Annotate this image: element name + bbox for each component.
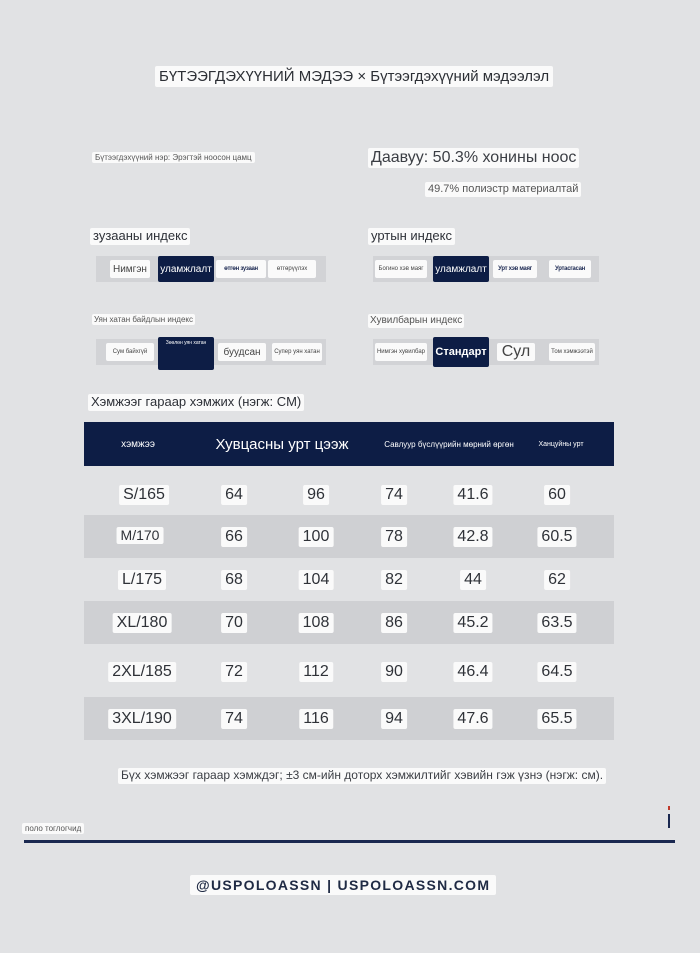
fit-option-slim: Нимгэн хувилбар (375, 343, 427, 361)
fit-option-standard-selected: Стандарт (433, 337, 489, 367)
size-cell: 3XL/190 (108, 709, 176, 729)
fit-index-scale (373, 339, 599, 365)
hem-cell: 90 (381, 662, 407, 682)
thickness-index-scale (96, 256, 326, 282)
thickness-option-traditional-selected: уламжлалт (158, 256, 214, 282)
chest-cell: 104 (299, 570, 334, 590)
size-cell: S/165 (119, 485, 169, 505)
thickness-option-thin: Нимгэн (110, 260, 150, 278)
thickness-option-extra-thick: өтгөрүүлэх (268, 260, 316, 278)
page-title: БҮТЭЭГДЭХҮҮНИЙ МЭДЭЭ × Бүтээгдэхүүний мэдээлэл (155, 66, 553, 87)
length-option-extended: Уртасгасан (549, 260, 591, 278)
hem-cell: 74 (381, 485, 407, 505)
chest-cell: 96 (303, 485, 329, 505)
footer-divider (24, 840, 675, 843)
brand-tagline: поло тоглогчид (22, 823, 84, 834)
shoulder-cell: 46.4 (453, 662, 492, 682)
brand-accent-icon (668, 806, 670, 828)
table-row (84, 601, 614, 644)
length-cell: 68 (221, 570, 247, 590)
header-length-chest: Хувцасны урт цээж (215, 435, 349, 453)
shoulder-cell: 45.2 (453, 613, 492, 633)
softness-option-super-soft: Супер уян хатан (272, 343, 322, 361)
shoulder-cell: 47.6 (453, 709, 492, 729)
fit-option-oversized: Том хэмжээтэй (549, 343, 595, 361)
length-option-traditional-selected: уламжлалт (433, 256, 489, 282)
fabric-composition-wool: Даавуу: 50.3% хонины ноос (368, 148, 579, 168)
length-index-scale (373, 256, 599, 282)
softness-index-title: Уян хатан байдлын индекс (94, 315, 194, 324)
size-table-caption: Хэмжээг гараар хэмжих (нэгж: CM) (88, 394, 304, 411)
softness-option-shot: буудсан (218, 343, 266, 361)
sleeve-cell: 60 (544, 485, 570, 505)
shoulder-cell: 41.6 (453, 485, 492, 505)
length-cell: 72 (221, 662, 247, 682)
accent-navy-mark (668, 814, 670, 828)
softness-index-scale (96, 339, 326, 365)
sleeve-cell: 65.5 (537, 709, 576, 729)
shoulder-cell: 44 (460, 570, 486, 590)
accent-red-mark (668, 806, 670, 810)
thickness-option-thick: өтгөн зузаан (216, 260, 266, 278)
length-cell: 74 (221, 709, 247, 729)
size-cell: M/170 (117, 527, 164, 544)
length-option-long: Урт хэв маяг (493, 260, 537, 278)
table-row (84, 558, 614, 601)
table-row (84, 473, 614, 516)
hem-cell: 82 (381, 570, 407, 590)
shoulder-cell: 42.8 (453, 527, 492, 547)
sleeve-cell: 60.5 (537, 527, 576, 547)
chest-cell: 116 (299, 709, 333, 729)
table-row (84, 697, 614, 740)
sleeve-cell: 63.5 (537, 613, 576, 633)
fit-index-title: Хувилбарын индекс (370, 315, 463, 326)
thickness-index-title: зузааны индекс (90, 228, 190, 245)
sleeve-cell: 64.5 (537, 662, 576, 682)
hem-cell: 78 (381, 527, 407, 547)
hem-cell: 94 (381, 709, 407, 729)
length-cell: 66 (221, 527, 247, 547)
table-row (84, 515, 614, 558)
hem-cell: 86 (381, 613, 407, 633)
softness-option-soft-selected: Зөөлөн уян хатан (158, 337, 214, 370)
fabric-composition-polyester: 49.7% полиэстр материалтай (425, 182, 581, 197)
table-row (84, 650, 614, 693)
fit-option-loose: Сул (497, 343, 535, 361)
size-cell: 2XL/185 (108, 662, 176, 682)
length-index-title: уртын индекс (368, 228, 455, 245)
size-table-header (84, 422, 614, 466)
header-size: хэмжээ (121, 438, 155, 450)
softness-option-none: Сум байхгүй (106, 343, 154, 361)
social-handle-link[interactable]: @USPOLOASSN | USPOLOASSN.COM (190, 875, 496, 895)
header-hem-shoulder: Савлуур бүслүүрийн мөрний өргөн (384, 439, 514, 449)
header-sleeve-length: Ханцуйны урт (538, 440, 584, 448)
sleeve-cell: 62 (544, 570, 570, 590)
product-name: Бүтээгдэхүүний нэр: Эрэгтэй ноосон цамц (92, 152, 255, 163)
measurement-note: Бүх хэмжээг гараар хэмждэг; ±3 см-ийн доторх хэмжилтийг хэвийн гэж үзнэ (нэгж: см). (118, 768, 606, 784)
chest-cell: 100 (299, 527, 334, 547)
chest-cell: 112 (299, 662, 333, 682)
length-option-short: Богино хэв маяг (375, 260, 427, 278)
chest-cell: 108 (299, 613, 334, 633)
size-cell: XL/180 (113, 613, 172, 633)
length-cell: 70 (221, 613, 247, 633)
length-cell: 64 (221, 485, 247, 505)
size-cell: L/175 (118, 570, 166, 590)
